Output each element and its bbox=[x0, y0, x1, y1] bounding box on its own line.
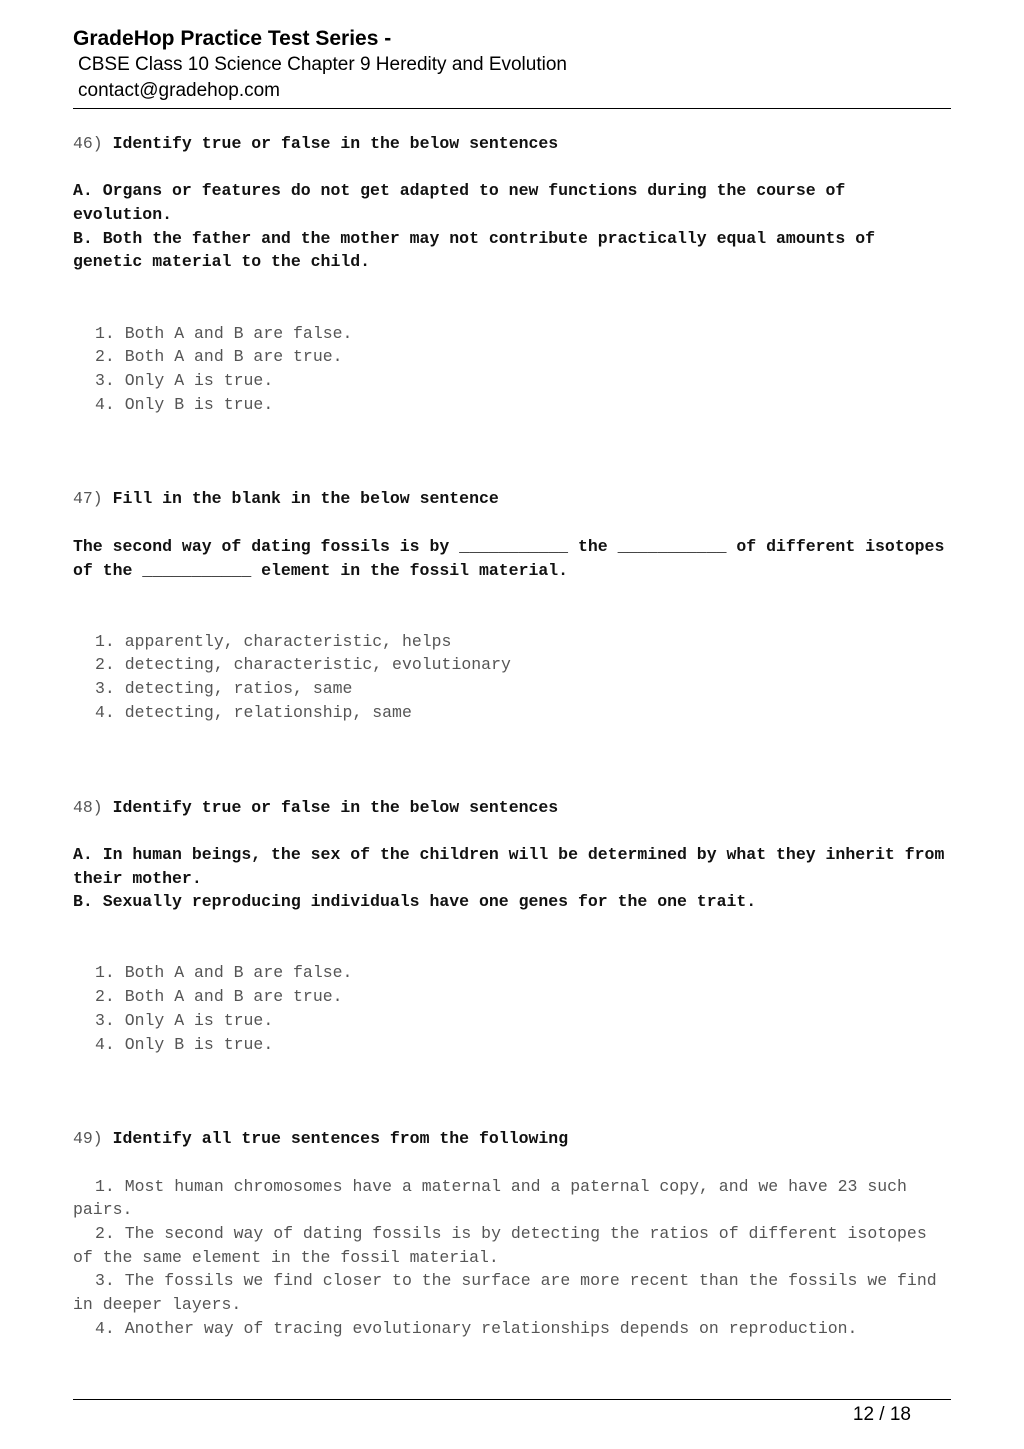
option-item: 3. Only A is true. bbox=[95, 370, 274, 390]
option-item: 1. Both A and B are false. bbox=[95, 963, 353, 983]
statement-a: A. In human beings, the sex of the children will be determined by what they inherit from their mother. bbox=[73, 844, 945, 888]
options-list bbox=[73, 961, 951, 1056]
question-heading bbox=[73, 796, 951, 820]
option-item: 4. Another way of tracing evolutionary relationships depends on reproduction. bbox=[95, 1318, 858, 1338]
option-item: 2. The second way of dating fossils is by detecting the ratios of different isotopes of the same element in the fossil material. bbox=[73, 1224, 927, 1267]
question-prompt: Identify true or false in the below sentences bbox=[112, 797, 559, 817]
header-subtitle: CBSE Class 10 Science Chapter 9 Heredity and Evolution bbox=[78, 54, 567, 75]
question-46 bbox=[73, 132, 951, 416]
question-prompt: Identify all true sentences from the following bbox=[112, 1129, 569, 1149]
question-heading bbox=[73, 1127, 951, 1151]
option-item: 2. detecting, characteristic, evolutionary bbox=[95, 655, 511, 675]
options-list bbox=[73, 630, 951, 725]
option-item: 3. Only A is true. bbox=[95, 1010, 274, 1030]
statement-a: A. Organs or features do not get adapted to new functions during the course of evolution. bbox=[73, 181, 846, 225]
page-number: 12 / 18 bbox=[852, 1404, 911, 1425]
question-49 bbox=[73, 1127, 951, 1340]
statement-b: B. Both the father and the mother may not contribute practically equal amounts of genetic material to the child. bbox=[73, 228, 876, 272]
option-item: 2. Both A and B are true. bbox=[95, 987, 343, 1007]
option-item: 4. Only B is true. bbox=[95, 1034, 274, 1054]
option-item: 1. apparently, characteristic, helps bbox=[95, 631, 452, 651]
question-47 bbox=[73, 487, 951, 724]
option-item: 3. detecting, ratios, same bbox=[95, 679, 353, 699]
page-header bbox=[73, 26, 951, 104]
option-item: 4. detecting, relationship, same bbox=[95, 702, 412, 722]
option-item: 1. Both A and B are false. bbox=[95, 323, 353, 343]
question-48 bbox=[73, 796, 951, 1057]
option-item: 1. Most human chromosomes have a maternal and a paternal copy, and we have 23 such pairs. bbox=[73, 1176, 907, 1220]
header-title: GradeHop Practice Test Series - bbox=[73, 27, 392, 50]
option-item: 2. Both A and B are true. bbox=[95, 347, 343, 367]
option-item: 4. Only B is true. bbox=[95, 394, 274, 414]
header-contact: contact@gradehop.com bbox=[78, 80, 281, 101]
question-prompt: Identify true or false in the below sentences bbox=[112, 134, 559, 153]
question-number: 48) bbox=[73, 797, 103, 817]
footer-divider bbox=[73, 1399, 951, 1400]
fill-blank-sentence: The second way of dating fossils is by ___________ the ___________ of different isotopes of the ___________ element in the fossil material. bbox=[73, 536, 945, 580]
question-number: 46) bbox=[73, 134, 103, 153]
question-number: 49) bbox=[73, 1129, 103, 1149]
question-number: 47) bbox=[73, 489, 103, 509]
statement-b: B. Sexually reproducing individuals have one genes for the one trait. bbox=[73, 892, 757, 912]
header-divider bbox=[73, 108, 951, 109]
option-item: 3. The fossils we find closer to the surface are more recent than the fossils we find in deeper layers. bbox=[73, 1271, 937, 1315]
options-list bbox=[73, 1175, 951, 1341]
question-prompt: Fill in the blank in the below sentence bbox=[112, 489, 499, 509]
question-heading bbox=[73, 132, 951, 156]
questions-content bbox=[73, 132, 951, 1341]
options-list bbox=[73, 322, 951, 417]
question-heading bbox=[73, 487, 951, 511]
